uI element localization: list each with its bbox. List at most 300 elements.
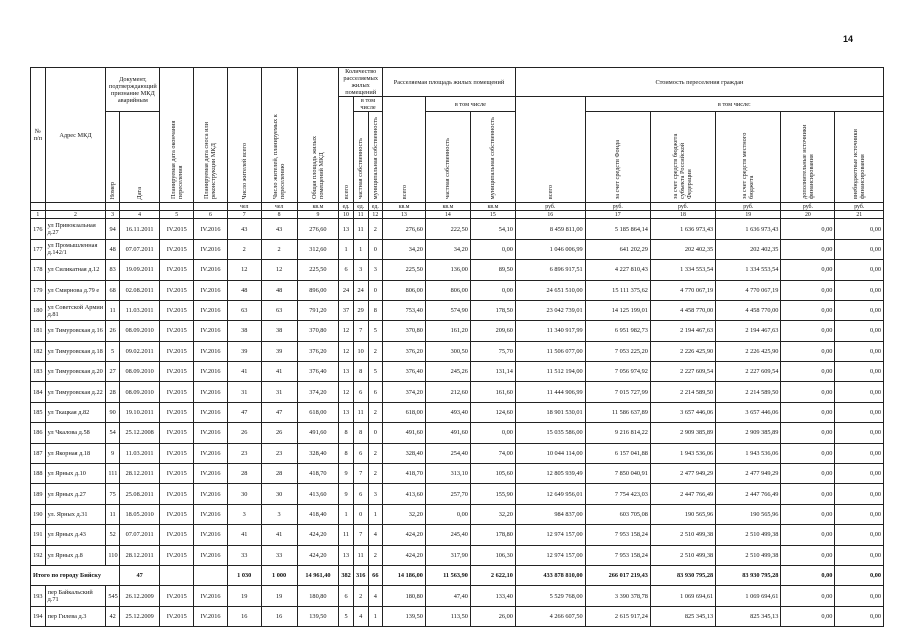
table-body <box>31 219 884 627</box>
table-cell: 0,00 <box>835 239 884 259</box>
table-cell: 6 <box>353 443 368 463</box>
unit-cell <box>45 203 106 211</box>
table-cell: 413,60 <box>383 484 426 504</box>
header-residents-planned: Число жителей, планируемых к переселению <box>261 68 297 203</box>
table-cell: 0,00 <box>781 525 835 545</box>
header-rooms-including: в том числе <box>353 97 382 112</box>
table-cell: 545 <box>106 586 120 606</box>
table-cell: 7 953 158,24 <box>585 525 650 545</box>
table-cell: 896,00 <box>297 280 339 300</box>
table-cell: 7 053 225,20 <box>585 341 650 361</box>
table-row <box>31 382 884 402</box>
column-number-cell: 9 <box>297 211 339 219</box>
table-cell: 376,40 <box>297 362 339 382</box>
total-cell <box>160 565 194 585</box>
address-cell: ул Тимуровская д.16 <box>45 321 106 341</box>
table-header <box>31 68 884 219</box>
column-number-cell: 20 <box>781 211 835 219</box>
table-cell: 13 <box>339 545 354 565</box>
table-cell: 02.08.2011 <box>119 280 160 300</box>
table-cell: 41 <box>261 525 297 545</box>
table-cell: 0,00 <box>835 341 884 361</box>
table-cell: 1 046 006,99 <box>515 239 585 259</box>
table-cell: 11 340 917,99 <box>515 321 585 341</box>
table-cell: 23 <box>261 443 297 463</box>
table-cell: 42 <box>106 606 120 626</box>
table-cell: 3 657 446,06 <box>716 402 781 422</box>
table-cell: 0,00 <box>835 219 884 239</box>
table-cell: IV.2016 <box>194 362 228 382</box>
table-cell: IV.2015 <box>160 545 194 565</box>
table-cell: 12 <box>339 382 354 402</box>
table-cell: 317,90 <box>425 545 470 565</box>
table-cell: 26 <box>227 423 261 443</box>
table-cell: 5 <box>106 341 120 361</box>
table-cell: 418,70 <box>383 464 426 484</box>
column-number-cell: 3 <box>106 211 120 219</box>
table-cell: 1 <box>339 504 354 524</box>
header-extra-sources: дополнительные источники финансирования <box>781 112 835 203</box>
table-cell: 0,00 <box>781 260 835 280</box>
table-cell: 133,40 <box>470 586 515 606</box>
table-cell: 791,20 <box>297 300 339 320</box>
table-cell: 1 334 553,54 <box>716 260 781 280</box>
unit-cell <box>160 203 194 211</box>
table-cell: 0,00 <box>781 443 835 463</box>
table-cell: 33 <box>261 545 297 565</box>
table-cell: 08.09.2010 <box>119 382 160 402</box>
table-cell: 0,00 <box>835 321 884 341</box>
relocation-table-container <box>30 67 884 627</box>
table-cell: 424,20 <box>297 545 339 565</box>
table-cell: 83 <box>106 260 120 280</box>
table-row <box>31 402 884 422</box>
table-cell: 39 <box>261 341 297 361</box>
table-cell: 89,50 <box>470 260 515 280</box>
header-doc-number: Номер <box>106 112 120 203</box>
table-cell: 136,00 <box>425 260 470 280</box>
table-cell: 424,20 <box>383 525 426 545</box>
table-cell: 16.11.2011 <box>119 219 160 239</box>
table-cell: 6 <box>368 382 383 402</box>
table-cell: IV.2016 <box>194 545 228 565</box>
unit-cell: ед. <box>368 203 383 211</box>
table-cell: IV.2015 <box>160 606 194 626</box>
table-cell: 16 <box>261 606 297 626</box>
table-cell: 4 <box>353 606 368 626</box>
table-cell: 12 <box>339 321 354 341</box>
table-cell: 4 227 810,43 <box>585 260 650 280</box>
table-cell: 31 <box>227 382 261 402</box>
table-cell: 41 <box>227 525 261 545</box>
unit-cell: чел <box>261 203 297 211</box>
table-cell: 7 056 974,92 <box>585 362 650 382</box>
header-planned-relocation: Планируемая дата окончания переселения <box>160 68 194 203</box>
header-fund: за счет средств Фонда <box>585 112 650 203</box>
table-cell: 12 <box>339 341 354 361</box>
table-cell: 2 510 499,38 <box>716 525 781 545</box>
table-cell: IV.2015 <box>160 382 194 402</box>
table-cell: 0,00 <box>835 260 884 280</box>
total-cell: 83 930 795,28 <box>650 565 715 585</box>
table-cell: 209,60 <box>470 321 515 341</box>
table-cell: 11 <box>353 402 368 422</box>
table-cell: IV.2016 <box>194 300 228 320</box>
table-cell: 75 <box>106 484 120 504</box>
header-rooms-private: частная собственность <box>353 112 368 203</box>
table-cell: 491,60 <box>425 423 470 443</box>
table-cell: 25.08.2011 <box>119 484 160 504</box>
table-cell: 155,90 <box>470 484 515 504</box>
table-cell: 178 <box>31 260 46 280</box>
table-cell: 161,60 <box>470 382 515 402</box>
table-cell: 28 <box>261 464 297 484</box>
table-cell: 2 510 499,38 <box>650 525 715 545</box>
table-cell: 12 805 939,49 <box>515 464 585 484</box>
table-cell: 15 111 375,62 <box>585 280 650 300</box>
table-row <box>31 545 884 565</box>
relocation-table <box>30 67 884 627</box>
table-cell: 202 402,35 <box>716 239 781 259</box>
table-cell: 43 <box>227 219 261 239</box>
table-cell: IV.2016 <box>194 341 228 361</box>
table-cell: 328,40 <box>297 443 339 463</box>
table-cell: 825 345,13 <box>716 606 781 626</box>
table-cell: 225,50 <box>297 260 339 280</box>
table-row <box>31 464 884 484</box>
table-row <box>31 423 884 443</box>
column-number-cell: 10 <box>339 211 354 219</box>
header-rooms-municipal: муниципальная собственность <box>368 112 383 203</box>
table-cell: 178,80 <box>470 525 515 545</box>
table-cell: 08.09.2010 <box>119 321 160 341</box>
table-cell: 187 <box>31 443 46 463</box>
table-cell: IV.2015 <box>160 402 194 422</box>
table-cell: 328,40 <box>383 443 426 463</box>
table-cell: 6 951 982,73 <box>585 321 650 341</box>
address-cell: ул Советской Армии д.81 <box>45 300 106 320</box>
table-cell: 11 444 906,99 <box>515 382 585 402</box>
table-cell: IV.2016 <box>194 321 228 341</box>
table-cell: 222,50 <box>425 219 470 239</box>
column-number-cell: 15 <box>470 211 515 219</box>
table-cell: 34,20 <box>383 239 426 259</box>
table-cell: 111 <box>106 464 120 484</box>
table-cell: 376,20 <box>297 341 339 361</box>
header-rooms-count: Количество расселяемых жилых помещений <box>339 68 383 97</box>
table-cell: 2 510 499,38 <box>716 545 781 565</box>
table-cell: 11.03.2011 <box>119 443 160 463</box>
header-cost: Стоимость переселения граждан <box>515 68 883 97</box>
total-cell: 433 878 810,00 <box>515 565 585 585</box>
address-cell: ул Ярных д.43 <box>45 525 106 545</box>
table-cell: 4 770 067,19 <box>650 280 715 300</box>
table-cell: 370,80 <box>383 321 426 341</box>
table-cell: 26 <box>106 321 120 341</box>
table-cell: 0,00 <box>781 341 835 361</box>
table-cell: 12 974 157,00 <box>515 525 585 545</box>
table-cell: 32,20 <box>383 504 426 524</box>
table-cell: 2 <box>368 443 383 463</box>
table-cell: 23 <box>227 443 261 463</box>
address-cell: пер Гилева д.3 <box>45 606 106 626</box>
column-number-cell: 6 <box>194 211 228 219</box>
table-cell: 47,40 <box>425 586 470 606</box>
table-cell: 0,00 <box>781 545 835 565</box>
table-cell: 7 <box>353 525 368 545</box>
table-cell: 0,00 <box>781 504 835 524</box>
table-cell: IV.2016 <box>194 260 228 280</box>
total-cell: 14 186,00 <box>383 565 426 585</box>
table-cell: 180,80 <box>297 586 339 606</box>
total-cell <box>194 565 228 585</box>
table-cell: 19.10.2011 <box>119 402 160 422</box>
table-cell: 257,70 <box>425 484 470 504</box>
table-cell: 370,80 <box>297 321 339 341</box>
table-cell: 4 458 770,00 <box>716 300 781 320</box>
page-number: 14 <box>843 34 854 44</box>
unit-cell: кв.м <box>470 203 515 211</box>
table-cell: 806,00 <box>425 280 470 300</box>
table-cell: 254,40 <box>425 443 470 463</box>
column-number-cell: 18 <box>650 211 715 219</box>
table-row <box>31 321 884 341</box>
column-number-cell: 4 <box>119 211 160 219</box>
table-row <box>31 586 884 606</box>
table-cell: 493,40 <box>425 402 470 422</box>
table-cell: IV.2015 <box>160 504 194 524</box>
table-cell: 2 <box>261 239 297 259</box>
table-cell: 4 770 067,19 <box>716 280 781 300</box>
table-row <box>31 239 884 259</box>
table-row <box>31 525 884 545</box>
unit-cell: руб. <box>585 203 650 211</box>
address-cell: ул Ярных д.10 <box>45 464 106 484</box>
table-cell: 31 <box>261 382 297 402</box>
table-cell: 0,00 <box>781 280 835 300</box>
table-cell: 2 477 949,29 <box>716 464 781 484</box>
header-total-area: Общая площадь жилых помещений МКД <box>297 68 339 203</box>
header-area-including: в том числе <box>425 97 515 112</box>
table-row <box>31 280 884 300</box>
table-cell: 2 <box>368 219 383 239</box>
total-cell: 316 <box>353 565 368 585</box>
table-cell: IV.2015 <box>160 341 194 361</box>
table-cell: 0,00 <box>425 504 470 524</box>
table-cell: 194 <box>31 606 46 626</box>
table-cell: 63 <box>227 300 261 320</box>
total-cell: 0,00 <box>781 565 835 585</box>
table-cell: 0,00 <box>781 423 835 443</box>
total-cell: 0,00 <box>835 565 884 585</box>
table-cell: 618,00 <box>297 402 339 422</box>
table-cell: 5 529 768,00 <box>515 586 585 606</box>
table-cell: 29 <box>353 300 368 320</box>
header-area-private: частная собственность <box>425 112 470 203</box>
address-cell: ул Тимуровская д.20 <box>45 362 106 382</box>
address-cell: ул Тимуровская д.22 <box>45 382 106 402</box>
table-cell: 0,00 <box>835 504 884 524</box>
header-cost-including: в том числе: <box>585 97 883 112</box>
total-cell: 83 930 795,28 <box>716 565 781 585</box>
table-cell: 12 649 956,01 <box>515 484 585 504</box>
table-cell: 603 705,08 <box>585 504 650 524</box>
table-cell: 2 909 385,89 <box>650 423 715 443</box>
address-cell: ул Якорная д.18 <box>45 443 106 463</box>
table-cell: 8 <box>353 423 368 443</box>
table-cell: 424,20 <box>297 525 339 545</box>
unit-cell <box>106 203 120 211</box>
table-cell: IV.2015 <box>160 239 194 259</box>
table-cell: 9 <box>339 464 354 484</box>
table-cell: 0,00 <box>835 484 884 504</box>
unit-cell: кв.м <box>297 203 339 211</box>
table-cell: 180 <box>31 300 46 320</box>
address-cell: ул Чкалова д.58 <box>45 423 106 443</box>
table-cell: 09.02.2011 <box>119 341 160 361</box>
table-cell: 413,60 <box>297 484 339 504</box>
table-cell: 41 <box>227 362 261 382</box>
table-cell: 139,50 <box>297 606 339 626</box>
table-row <box>31 606 884 626</box>
unit-cell <box>194 203 228 211</box>
header-address: Адрес МКД <box>45 68 106 203</box>
table-cell: 0,00 <box>835 606 884 626</box>
header-document: Документ, подтверждающий признание МКД аварийным <box>106 68 160 112</box>
table-cell: 7 754 423,03 <box>585 484 650 504</box>
table-cell: IV.2015 <box>160 300 194 320</box>
table-cell: 13 <box>339 362 354 382</box>
table-cell: 189 <box>31 484 46 504</box>
table-cell: 0,00 <box>781 402 835 422</box>
table-cell: 13 <box>339 402 354 422</box>
table-cell: 37 <box>339 300 354 320</box>
table-cell: 139,50 <box>383 606 426 626</box>
table-cell: 0 <box>368 423 383 443</box>
table-cell: 2 <box>368 341 383 361</box>
table-cell: 54 <box>106 423 120 443</box>
table-cell: 376,40 <box>383 362 426 382</box>
table-cell: 39 <box>227 341 261 361</box>
table-cell: 1 <box>353 239 368 259</box>
column-number-cell: 5 <box>160 211 194 219</box>
table-cell: 1 636 973,43 <box>650 219 715 239</box>
table-row <box>31 484 884 504</box>
table-cell: 0,00 <box>835 525 884 545</box>
table-cell: 11 <box>353 219 368 239</box>
table-cell: 63 <box>261 300 297 320</box>
table-cell: IV.2016 <box>194 423 228 443</box>
table-cell: 1 636 973,43 <box>716 219 781 239</box>
total-label: Итого по городу Бийску <box>31 565 120 585</box>
total-cell: 266 017 219,43 <box>585 565 650 585</box>
table-cell: 24 <box>353 280 368 300</box>
table-cell: 52 <box>106 525 120 545</box>
table-cell: IV.2016 <box>194 484 228 504</box>
table-cell: IV.2016 <box>194 382 228 402</box>
table-cell: IV.2015 <box>160 260 194 280</box>
column-number-cell: 17 <box>585 211 650 219</box>
table-cell: 825 345,13 <box>650 606 715 626</box>
table-cell: 3 <box>261 504 297 524</box>
table-cell: 6 896 917,51 <box>515 260 585 280</box>
table-cell: 6 157 041,88 <box>585 443 650 463</box>
table-row <box>31 341 884 361</box>
table-cell: 7 953 158,24 <box>585 545 650 565</box>
table-cell: 105,60 <box>470 464 515 484</box>
header-rooms-total: всего <box>339 97 354 203</box>
table-cell: IV.2016 <box>194 219 228 239</box>
table-cell: 27 <box>106 362 120 382</box>
table-cell: 2 909 385,89 <box>716 423 781 443</box>
unit-cell <box>31 203 46 211</box>
table-cell: 18 901 530,01 <box>515 402 585 422</box>
unit-cell: ед. <box>339 203 354 211</box>
table-cell: 8 <box>339 423 354 443</box>
table-cell: IV.2016 <box>194 504 228 524</box>
column-number-cell: 11 <box>353 211 368 219</box>
table-cell: 313,10 <box>425 464 470 484</box>
table-cell: IV.2015 <box>160 443 194 463</box>
table-cell: 1 334 553,54 <box>650 260 715 280</box>
header-planned-demolition: Планируемая дата сноса или реконструкции МКД <box>194 68 228 203</box>
unit-cell: руб. <box>781 203 835 211</box>
table-cell: 161,20 <box>425 321 470 341</box>
table-cell: 131,14 <box>470 362 515 382</box>
header-non-budget: внебюджетные источники финансирования <box>835 112 884 203</box>
table-cell: 3 <box>353 260 368 280</box>
table-cell: 07.07.2011 <box>119 525 160 545</box>
table-cell: 182 <box>31 341 46 361</box>
table-cell: 113,50 <box>425 606 470 626</box>
table-cell: 34,20 <box>425 239 470 259</box>
table-cell: 41 <box>261 362 297 382</box>
table-cell: 418,70 <box>297 464 339 484</box>
address-cell: ул Смирнова д.79 е <box>45 280 106 300</box>
table-cell: 753,40 <box>383 300 426 320</box>
table-cell: 190 565,96 <box>716 504 781 524</box>
table-cell: 7 850 040,91 <box>585 464 650 484</box>
header-cost-total: всего <box>515 97 585 203</box>
table-cell: 2 <box>368 464 383 484</box>
table-row <box>31 260 884 280</box>
column-number-cell: 19 <box>716 211 781 219</box>
header-area-total: всего <box>383 97 426 203</box>
table-cell: 4 458 770,00 <box>650 300 715 320</box>
total-cell: 11 563,90 <box>425 565 470 585</box>
table-cell: 3 657 446,06 <box>650 402 715 422</box>
table-cell: 181 <box>31 321 46 341</box>
total-cell: 1 030 <box>227 565 261 585</box>
table-cell: 2 194 467,63 <box>650 321 715 341</box>
table-cell: 0,00 <box>835 423 884 443</box>
table-cell: 8 <box>353 362 368 382</box>
total-cell: 14 961,40 <box>297 565 339 585</box>
table-cell: IV.2015 <box>160 586 194 606</box>
table-cell: IV.2015 <box>160 525 194 545</box>
table-cell: 12 <box>261 260 297 280</box>
table-cell: 1 069 694,61 <box>650 586 715 606</box>
table-cell: 184 <box>31 382 46 402</box>
table-cell: 11 512 194,00 <box>515 362 585 382</box>
table-cell: 6 <box>339 260 354 280</box>
table-cell: 300,50 <box>425 341 470 361</box>
address-cell: ул Ткацкая д.82 <box>45 402 106 422</box>
table-cell: 1 069 694,61 <box>716 586 781 606</box>
table-cell: 11 <box>106 504 120 524</box>
table-cell: IV.2016 <box>194 464 228 484</box>
table-cell: 19 <box>227 586 261 606</box>
